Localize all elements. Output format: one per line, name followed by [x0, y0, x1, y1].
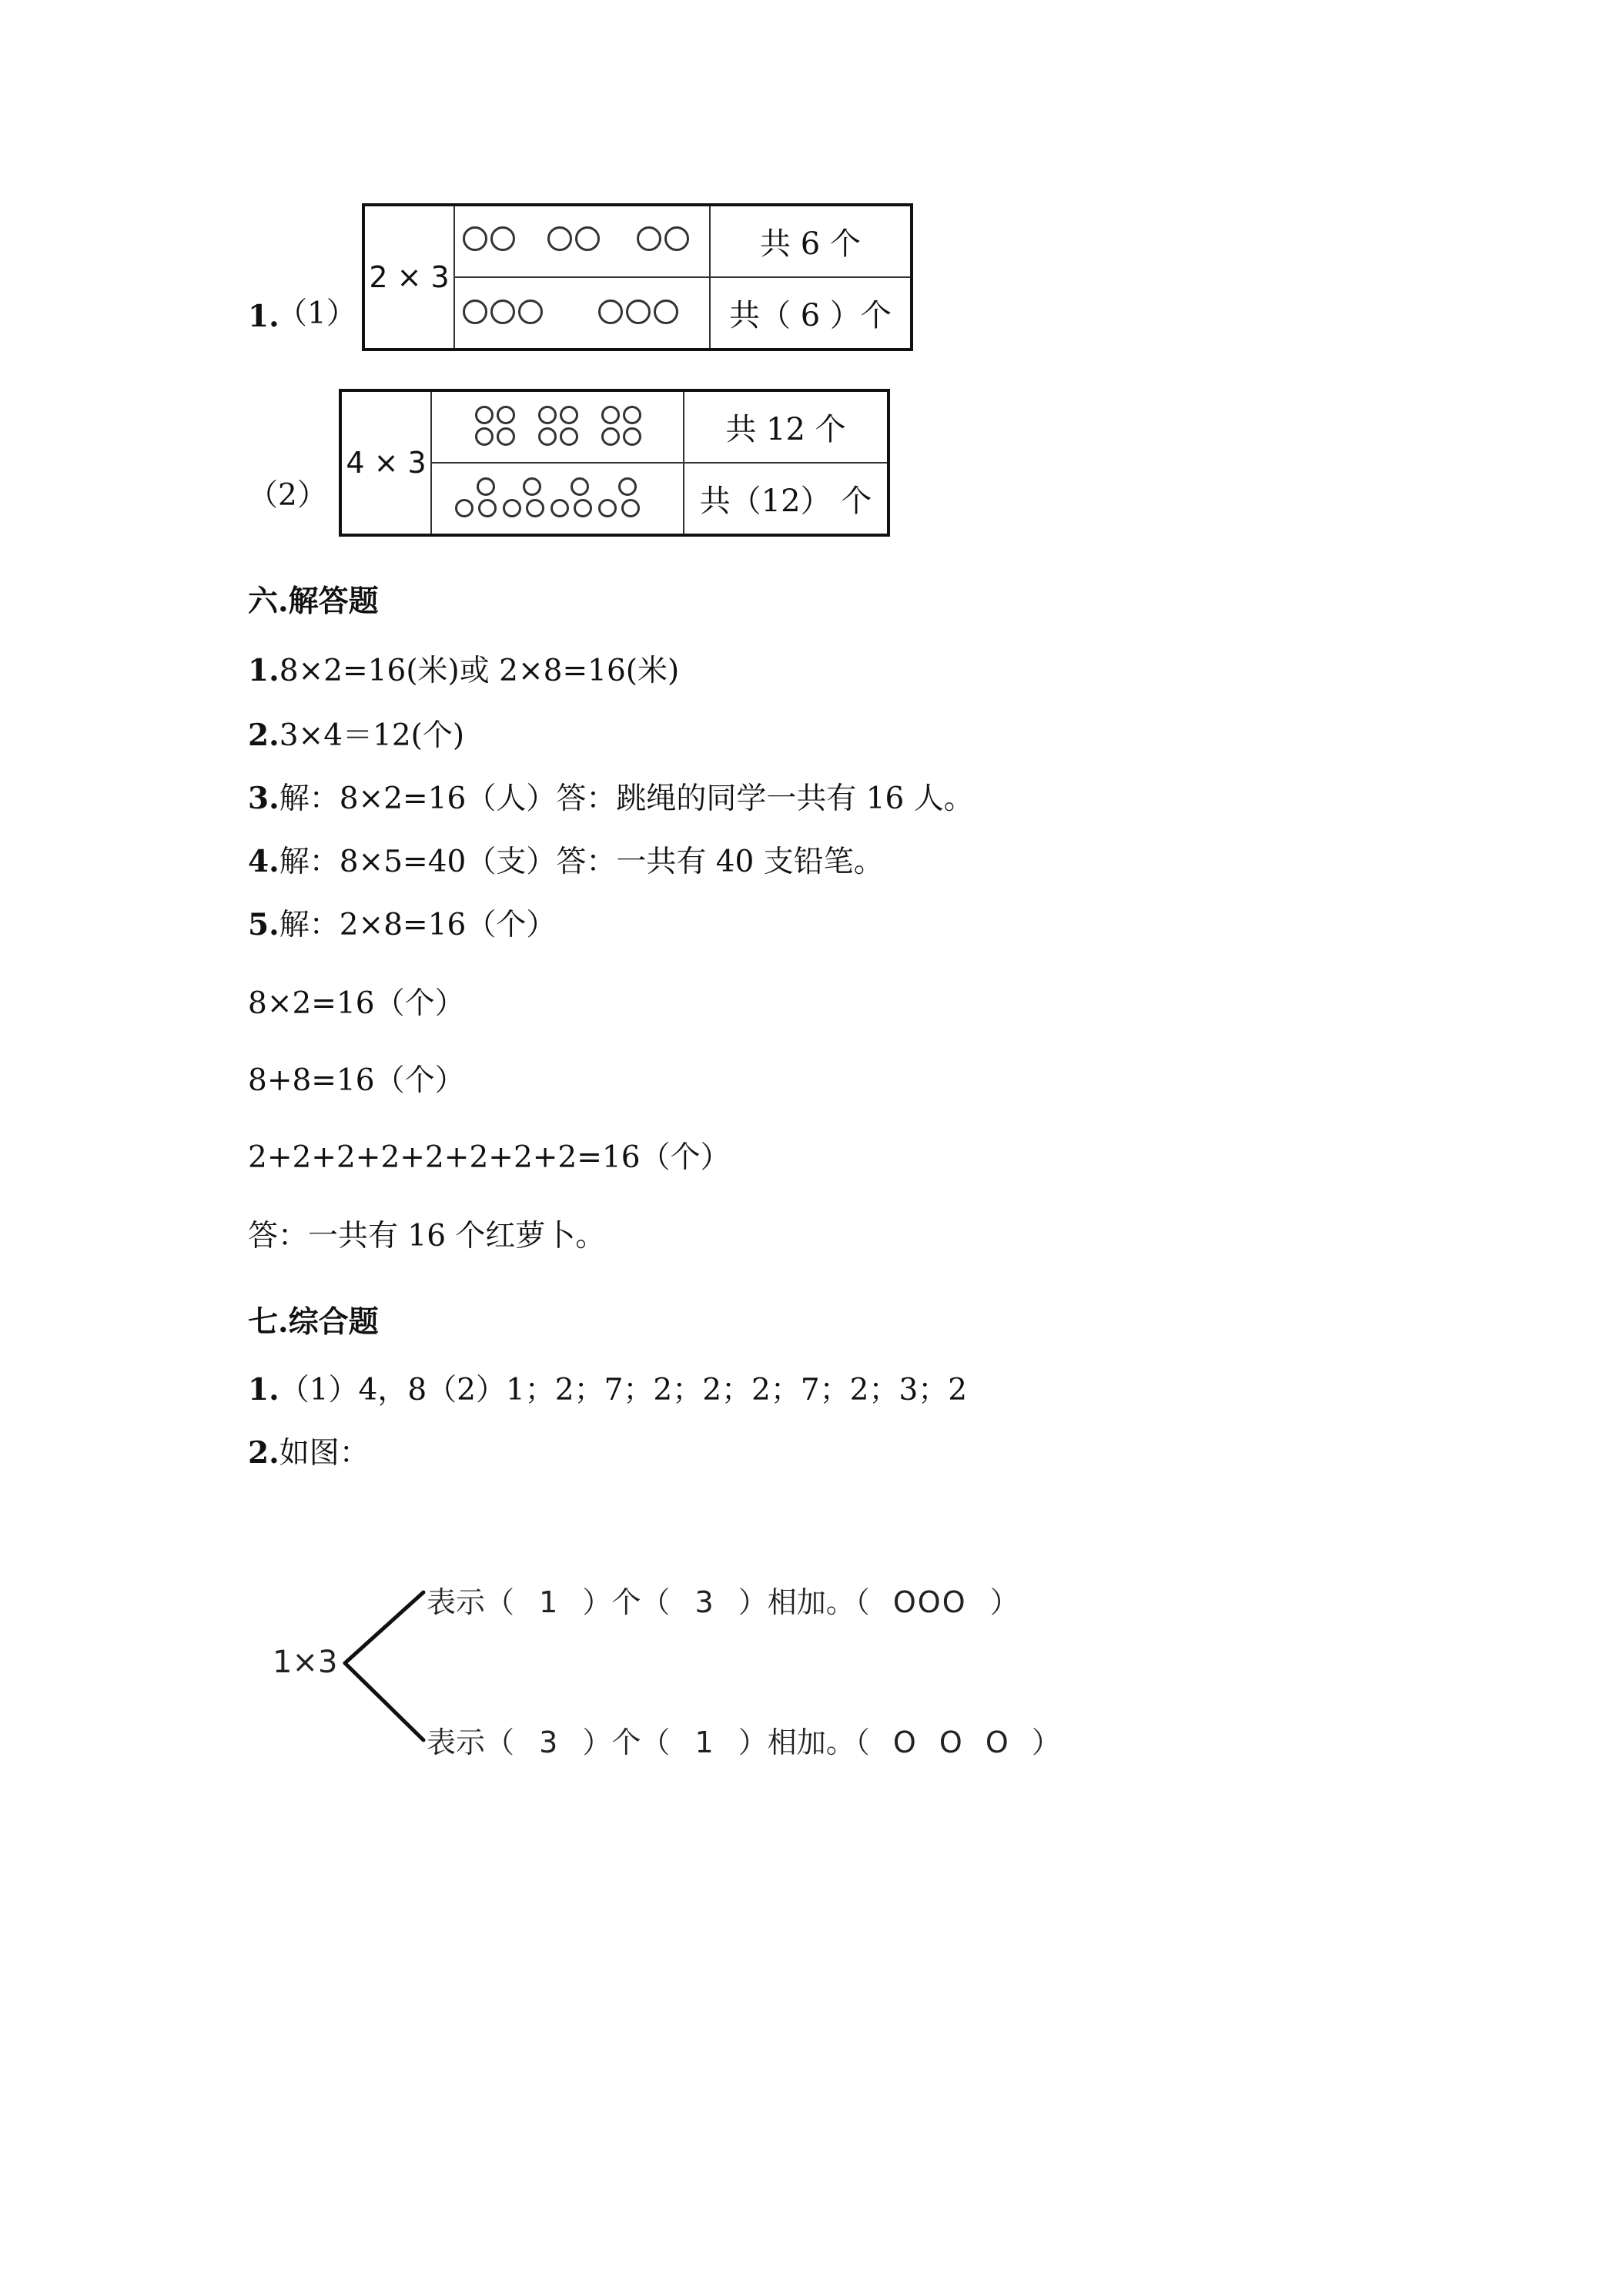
answer-text: 解：2×8=16（个） — [279, 908, 557, 942]
multiplication-label: 2 × 3 — [363, 205, 454, 350]
text-segment: ）个（ — [582, 1725, 671, 1759]
circle-icon — [538, 406, 557, 424]
total-text: 共 12 个 — [684, 390, 888, 463]
item-number: 1. — [248, 1372, 279, 1407]
lower-branch-line — [345, 1663, 423, 1740]
circle-icon — [490, 226, 515, 251]
lower-meaning-text — [427, 1719, 1061, 1761]
circle-icon — [654, 300, 678, 324]
item-number: 2. — [248, 1435, 279, 1471]
answer-text: （1）4，8（2）1；2；7；2；2；2；7；2；3；2 — [279, 1373, 968, 1407]
filled-value: 1 — [539, 1585, 558, 1619]
answer-line: 8+8=16（个） — [248, 1063, 465, 1098]
item-number: 1. — [248, 299, 279, 334]
answer-line: 答：一共有 16 个红萝卜。 — [248, 1219, 606, 1253]
grouping-table-1 — [362, 203, 913, 351]
answer-line — [248, 844, 884, 879]
circle-icon — [538, 427, 557, 446]
circle-icon — [547, 226, 572, 251]
answer-line: 2+2+2+2+2+2+2+2=16（个） — [248, 1140, 731, 1175]
sub-item-label: （1） — [277, 296, 356, 331]
item-number: 3. — [248, 781, 279, 816]
circle-icon — [598, 499, 617, 517]
text-segment: 表示（ — [427, 1725, 515, 1759]
answer-text: 3×4＝12(个) — [279, 718, 465, 753]
circle-icon — [621, 499, 640, 517]
answer-text: 解：8×2=16（人）答：跳绳的同学一共有 16 人。 — [279, 782, 974, 816]
section-heading: 六.解答题 — [248, 584, 379, 619]
answer-line — [248, 907, 557, 942]
circle-icon — [497, 427, 515, 446]
circle-icon — [490, 300, 515, 324]
answer-line: 8×2=16（个） — [248, 986, 465, 1021]
circle-icon — [623, 406, 641, 424]
answer-line — [248, 1435, 370, 1471]
answer-line — [248, 718, 465, 753]
section-heading: 七.综合题 — [248, 1304, 379, 1340]
circle-icon — [664, 226, 689, 251]
circle-group-row — [431, 390, 684, 463]
item-number: 5. — [248, 907, 279, 942]
filled-value: 3 — [539, 1725, 558, 1759]
answer-line — [248, 781, 974, 816]
text-segment: ）相加。（ — [738, 1725, 870, 1759]
circle-icon — [455, 499, 474, 517]
text-segment: ）相加。（ — [738, 1585, 870, 1619]
circle-icon — [477, 477, 495, 496]
circle-icon — [637, 226, 661, 251]
circle-icon — [575, 226, 600, 251]
item-number: 2. — [248, 718, 279, 753]
upper-branch-line — [345, 1592, 423, 1663]
circle-icon — [503, 499, 521, 517]
circle-icon — [497, 406, 515, 424]
circle-icon — [463, 300, 487, 324]
circle-icon — [601, 427, 620, 446]
circle-icon — [623, 427, 641, 446]
filled-value: 3 — [694, 1585, 714, 1619]
answer-text: 如图： — [279, 1436, 370, 1471]
circle-icon — [523, 477, 541, 496]
circle-icon — [550, 499, 569, 517]
circle-icon — [601, 406, 620, 424]
text-segment: ） — [1031, 1725, 1061, 1759]
total-answer-text: 共（ 6 ）个 — [710, 277, 912, 350]
answer-text: 解：8×5=40（支）答：一共有 40 支铅笔。 — [279, 845, 884, 879]
circle-icon — [560, 406, 578, 424]
text-segment: ）个（ — [582, 1585, 671, 1619]
text-segment: 表示（ — [427, 1585, 515, 1619]
sub-item-label: （2） — [248, 478, 327, 513]
circle-icon — [571, 477, 589, 496]
circle-icon — [574, 499, 592, 517]
circle-group-row — [454, 205, 710, 277]
multiplication-label: 4 × 3 — [340, 390, 431, 535]
item-number: 1. — [248, 653, 279, 688]
expression-label: 1×3 — [273, 1645, 338, 1680]
circle-icon — [463, 226, 487, 251]
circle-icon — [626, 300, 651, 324]
grouping-table-2 — [339, 389, 890, 537]
filled-value: 1 — [694, 1725, 714, 1759]
circle-icon — [560, 427, 578, 446]
total-answer-text: 共（12） 个 — [684, 463, 888, 535]
upper-meaning-text — [427, 1578, 1019, 1621]
circle-icon — [526, 499, 544, 517]
total-text: 共 6 个 — [710, 205, 912, 277]
text-segment: ） — [989, 1585, 1019, 1619]
multiplication-meaning-diagram — [262, 1548, 1139, 1779]
circle-icon — [598, 300, 623, 324]
circle-icon — [518, 300, 543, 324]
circle-drawing: OOO — [892, 1585, 967, 1619]
answer-line — [248, 653, 680, 688]
answer-text: 8×2=16(米)或 2×8=16(米) — [279, 654, 680, 688]
circle-icon — [475, 427, 494, 446]
circle-icon — [618, 477, 637, 496]
circle-drawing: O O O — [892, 1725, 1009, 1759]
answer-line — [248, 1372, 968, 1407]
circle-group-row — [431, 463, 684, 535]
item-number: 4. — [248, 844, 279, 879]
circle-icon — [478, 499, 497, 517]
circle-group-row — [454, 277, 710, 350]
circle-icon — [475, 406, 494, 424]
